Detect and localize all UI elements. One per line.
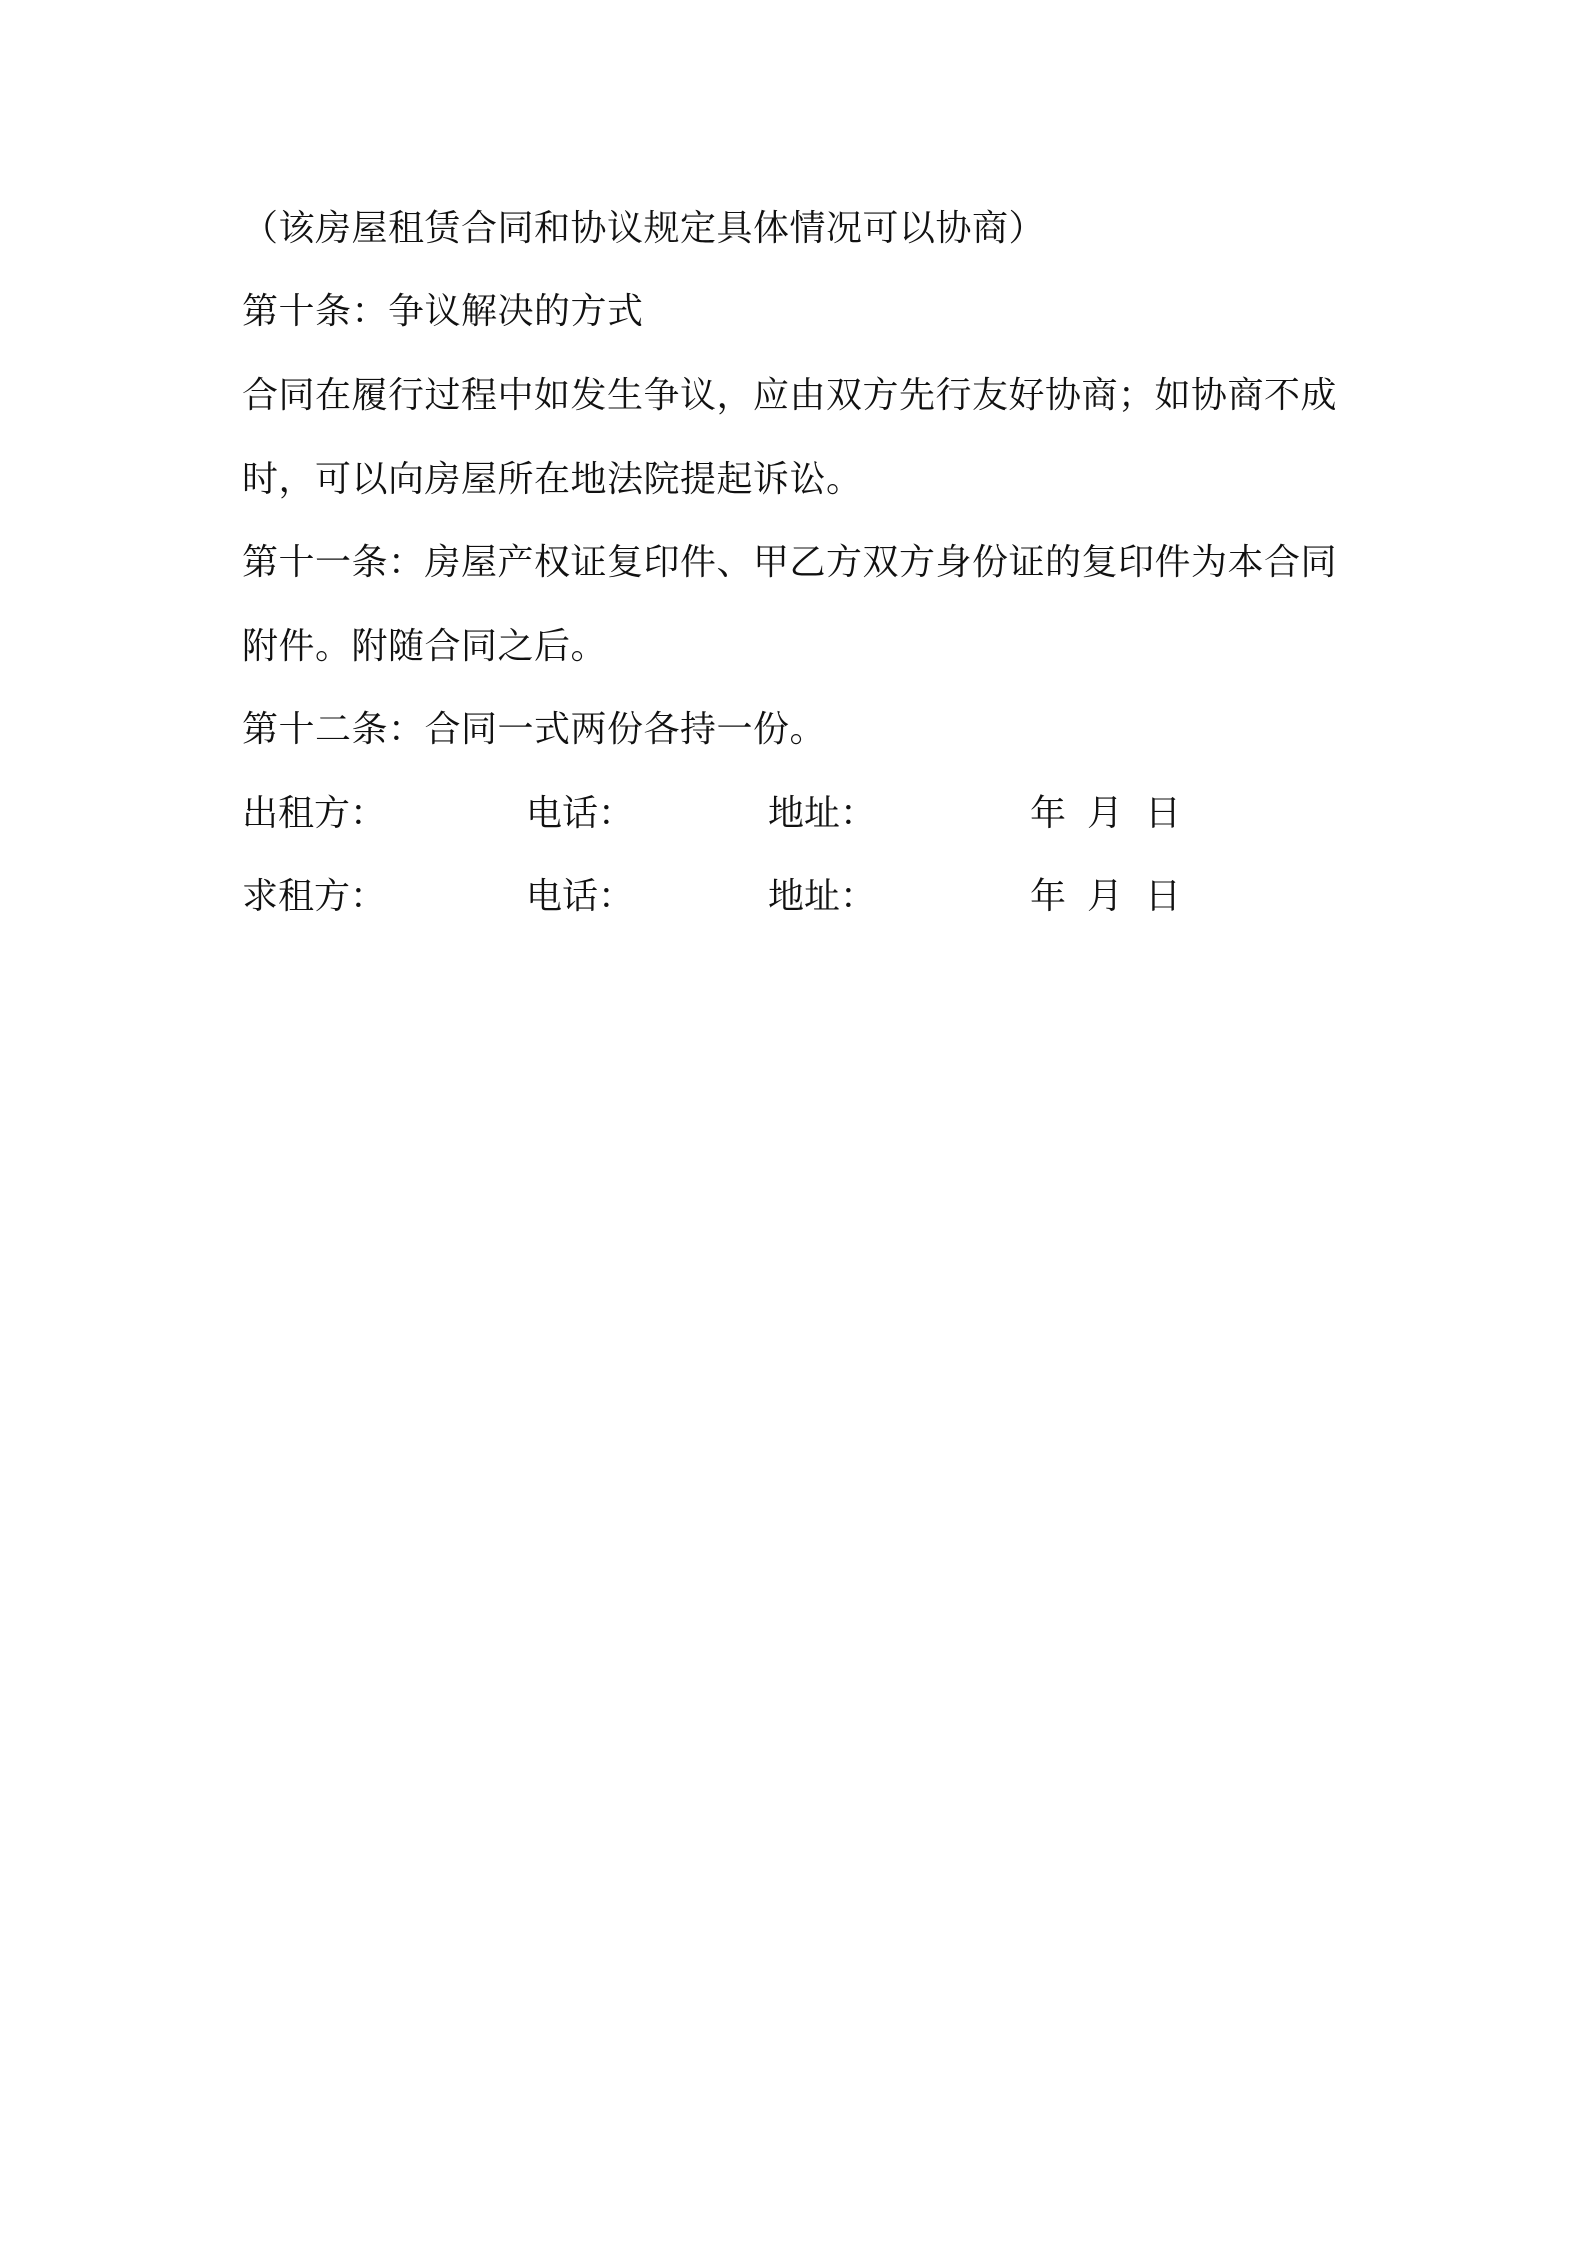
- lessee-address-label: 地址：: [768, 876, 877, 917]
- lessor-address-label: 地址：: [768, 793, 877, 834]
- lessor-day-label: 日: [1145, 793, 1182, 834]
- signature-row-lessor: [0, 790, 1586, 838]
- lessor-month-label: 月: [1087, 793, 1124, 834]
- lessor-year-label: 年: [1030, 793, 1067, 834]
- article-12-text: 第十二条：合同一式两份各持一份。: [242, 709, 827, 750]
- article-10-text-line-1: 合同在履行过程中如发生争议，应由双方先行友好协商；如协商不成: [242, 375, 1338, 416]
- lessee-label: 求租方：: [242, 876, 387, 917]
- lessee-phone-label: 电话：: [526, 876, 635, 917]
- article-11-text-line-1: 第十一条：房屋产权证复印件、甲乙方双方身份证的复印件为本合同: [242, 542, 1338, 583]
- note-negotiable: （该房屋租赁合同和协议规定具体情况可以协商）: [242, 208, 1046, 249]
- article-10-heading: 第十条：争议解决的方式: [242, 291, 644, 332]
- lessee-day-label: 日: [1145, 876, 1182, 917]
- signature-row-lessee: [0, 873, 1586, 921]
- lessor-phone-label: 电话：: [526, 793, 635, 834]
- article-10-text-line-2: 时，可以向房屋所在地法院提起诉讼。: [242, 459, 863, 500]
- article-11-text-line-2: 附件。附随合同之后。: [242, 626, 608, 667]
- lessor-label: 出租方：: [242, 793, 387, 834]
- lessee-year-label: 年: [1030, 876, 1067, 917]
- lessee-month-label: 月: [1087, 876, 1124, 917]
